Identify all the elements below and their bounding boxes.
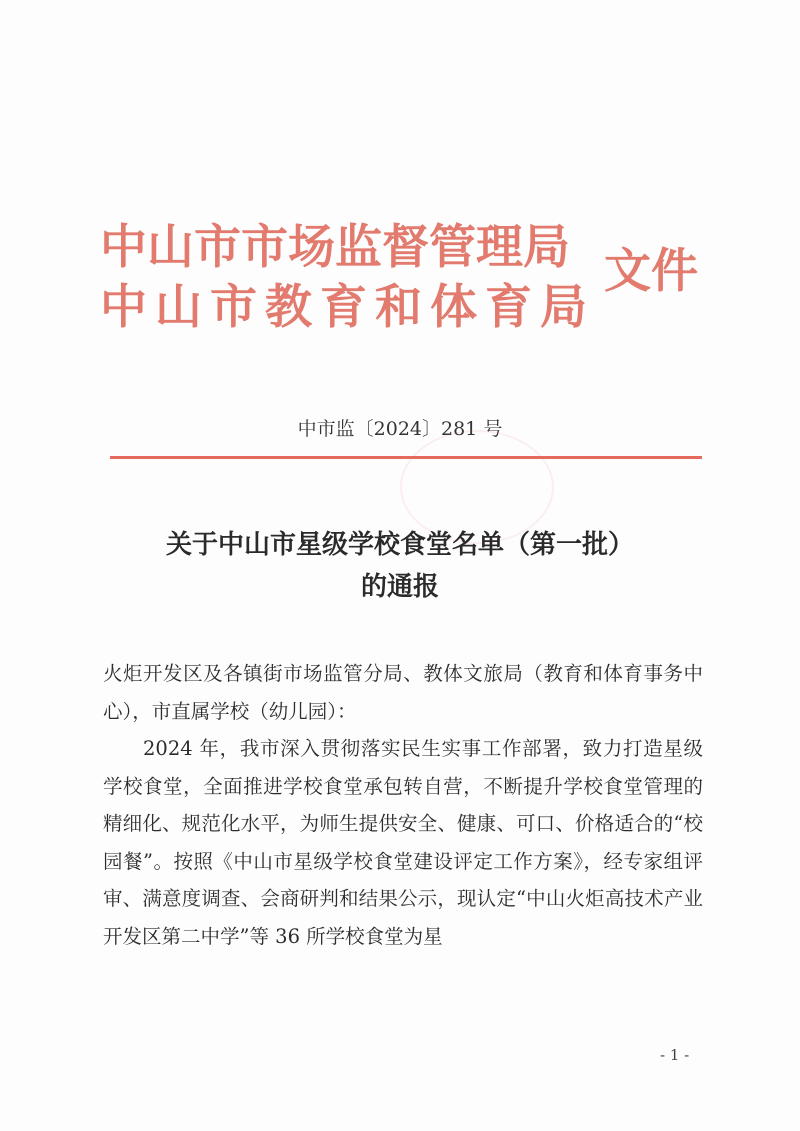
page-number: - 1 - xyxy=(660,1046,690,1064)
issuing-authorities xyxy=(100,218,600,338)
issuer-education-sports: 中山市教育和体育局 xyxy=(100,280,595,335)
document-title xyxy=(0,524,800,608)
document-body xyxy=(103,655,703,955)
issuer-market-regulation: 中山市市场监督管理局 xyxy=(100,220,570,275)
body-paragraph-1: 2024 年，我市深入贯彻落实民生实事工作部署，致力打造星级学校食堂，全面推进学校食堂承包转自营，不断提升学校食堂管理的精细化、规范化水平，为师生提供安全、健康、可口、价格适合的“校园餐”。按照《中山市星级学校食堂建设评定工作方案》，经专家组评审、满意度调查、会商研判和结果公示，现认定“中山火炬高技术产业开发区第二中学”等 36 所学校食堂为星 xyxy=(103,737,703,948)
title-line-1: 关于中山市星级学校食堂名单（第一批） xyxy=(165,530,634,560)
title-line-2: 的通报 xyxy=(360,572,439,602)
document-number: 中市监〔2024〕281 号 xyxy=(297,418,503,440)
addressee-paragraph: 火炬开发区及各镇街市场监管分局、教体文旅局（教育和体育事务中心），市直属学校（幼儿园）： xyxy=(103,662,703,723)
document-type-label: 文件 xyxy=(604,244,698,299)
red-separator-line xyxy=(110,456,702,459)
